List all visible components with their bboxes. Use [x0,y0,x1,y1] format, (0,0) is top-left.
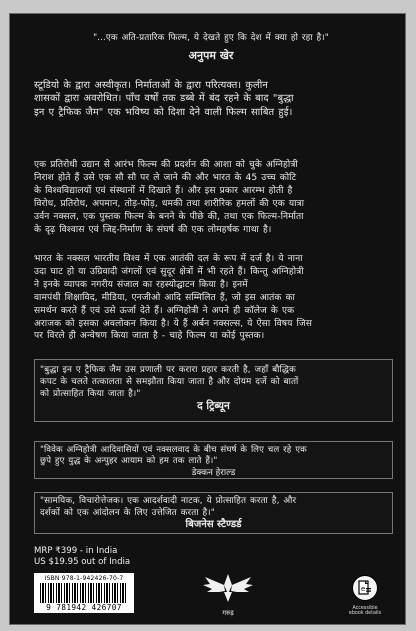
isbn-text: ISBN 978-1-942426-70-7 [44,575,124,582]
description-line: विरोध, प्रतिरोध, अपमान, तोड़-फोड़, धमकी तथा शारीरिक हमलों की एक यात्रा [34,198,305,209]
review-line: छुपे हुए युद्ध के अन्पुहर आयाम को हम तक लाते हैं।" [40,456,218,467]
review-author-deccan: डेक्कन हेराल्ड [191,467,236,478]
review-line: "बुद्धा इन ए ट्रैफिक जैम उस प्रणाली पर करारा प्रहार करती है, जहाँ बौद्धिक [40,365,296,375]
description-line: निराश होते हैं उसे एक सौ सौ पर ले जाने की और भारत के 45 उच्च कोटि [34,172,297,183]
review-line: दर्शकों को एक आंदोलन के लिए उत्तेजित करता है।" [40,507,215,518]
review-author-business-standard: बिजनेस स्टैण्डर्ड [185,519,242,530]
ebook-accessible-icon [351,574,379,602]
description-line: के विश्वविद्यालयों एवं संस्थानों में दिखाते हैं। और इस प्रकार आरम्भ होती है [34,185,293,196]
description-line: पर विरले ही अन्वेषण किया जाता है - चाहे फिल्म या कोई पुस्तक। [34,331,265,342]
price-block [34,546,144,568]
intro-paragraph [34,79,388,119]
book-back-cover [10,14,405,624]
review-line: कपट के चलते तत्कालता से समझौता किया जाता है और दोयम दर्जे को बातों [40,377,299,387]
description-paragraph-2 [34,253,388,343]
description-line: उदा घाट हो या उग्रिवादी जंगलों एवं सुदूर क्षेत्रों में भी रहते हैं। किन्तु अग्निहोत्री [34,266,304,277]
intro-line: इन ए ट्रैफिक जैम" एक भविष्य को दिशा देने वाली फिल्म साबित हुई। [34,106,293,118]
quote-1-text: "...एक अति-प्रतारिक फिल्म, ये देखते हुए कि देश में क्या हो रहा है।" [93,33,329,43]
accessible-label: Accessible ebook details [348,606,382,617]
review-author-tribune: द ट्रिब्यून [197,400,230,412]
review-box-business-standard [34,492,393,534]
review-line: "सामयिक, विचारोत्तेजक। एक आदर्शवादी नाटक, ये प्रोत्साहित करता है, और [40,496,297,506]
price-us: US $19.95 out of India [34,557,131,568]
price-mrp: MRP ₹399 - in India [34,546,118,556]
barcode-digits: 9 781942 426707 [46,603,122,612]
description-paragraph-1 [34,159,388,236]
accessible-ebook-badge [334,574,396,618]
description-line: उर्वन नक्सल, एक पुस्तक फिल्म के बनने के पीछे की, तथा एक फिल्म-निर्माता [34,211,304,222]
review-line: को प्रोत्साहित किया जाता है।" [40,389,141,399]
intro-line: शासकों द्वारा अवरोधित। पाँच वर्षों तक डब्बे में बंद रहने के बाद "बुद्धा [34,93,294,105]
publisher-logo [201,571,255,617]
review-box-tribune [34,359,393,422]
quote-block-1 [34,32,388,62]
description-line: एक प्रतिरोधी उद्यान से आरंभ फिल्म की प्रदर्शन की आशा को चुके अग्निहोत्री [34,160,298,170]
review-line: "विवेक अग्निहोत्री आदिवासियों एवं नक्सलवाद के बीच संघर्ष के लिए चल रहे एक [40,445,307,455]
barcode-bars [40,583,128,603]
description-line: अराजक को इसका अवलोकन किया है। ये हैं अर्बन नक्सल्स, ये ऐसा विषय जिस [34,318,312,329]
description-line: भारत के नक्सल भारतीय विश्व में एक आतंकी दल के रूप में दर्ज है। ये नाना [34,254,303,264]
description-line: वामपंथी शिक्षाविद, मीडिया, एनजीओ आदि सम्मिलित हैं, जो इस आतंक का [34,292,295,303]
svg-text:e: e [361,585,366,593]
intro-line: स्टूडियो के द्वारा अस्वीकृत। निर्माताओं के द्वारा परित्यक्त। कुलीन [34,80,268,91]
publisher-name: गरुड़ [222,609,234,617]
description-line: समर्थन करते हैं एवं उसे ऊर्जा देते हैं। अग्निहोत्री ने अपने ही कॉलेज के एक [34,305,295,316]
description-line: ने इनके व्यापक नगरीय संजाल का रहस्योद्घाटन किया है। इनमें [34,279,248,290]
eagle-icon [201,571,255,605]
description-line: के दृढ़ विश्वास एवं जिद्द-निर्माण के संघर्ष की एक लोमहर्षक गाथा है। [34,224,272,235]
review-box-deccan [34,441,393,479]
isbn-barcode [34,573,134,613]
quote-1-author: अनुपम खेर [188,48,234,62]
